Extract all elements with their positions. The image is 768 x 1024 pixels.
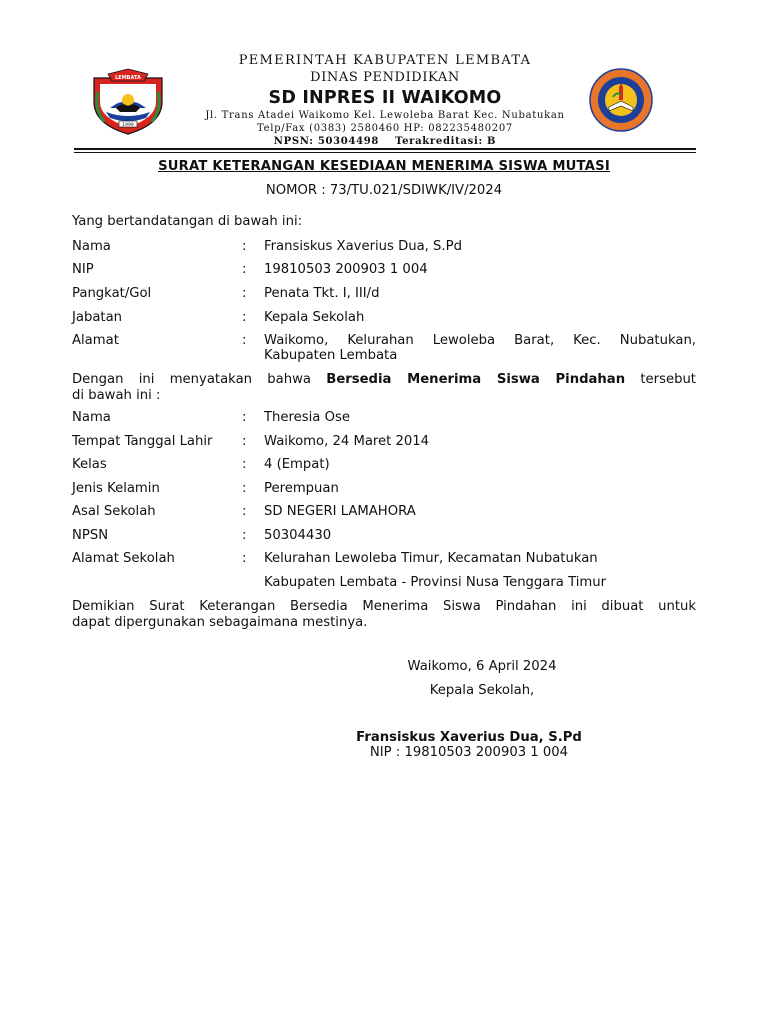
field-label: Jenis Kelamin xyxy=(72,481,160,496)
lembata-regency-emblem-icon xyxy=(88,68,168,136)
field-colon: : xyxy=(242,481,247,496)
field-value-line2: Kabupaten Lembata - Provinsi Nusa Tenggara Timur xyxy=(264,575,607,590)
field-colon: : xyxy=(242,239,247,254)
letter-number: NOMOR : 73/TU.021/SDIWK/IV/2024 xyxy=(265,183,503,198)
field-value-line1: Kelurahan Lewoleba Timur, Kecamatan Nubatukan xyxy=(264,551,598,566)
closing-line1: Demikian Surat Keterangan Bersedia Menerima Siswa Pindahan ini dibuat untuk xyxy=(72,599,696,614)
school-name: SD INPRES II WAIKOMO xyxy=(268,88,502,108)
field-value: Perempuan xyxy=(264,481,339,496)
statement-after: tersebut xyxy=(625,372,696,387)
field-value: SD NEGERI LAMAHORA xyxy=(264,504,416,519)
statement-bold: Bersedia Menerima Siswa Pindahan xyxy=(326,372,626,387)
field-label: Tempat Tanggal Lahir xyxy=(72,434,213,449)
letter-title: SURAT KETERANGAN KESEDIAAN MENERIMA SISWA MUTASI xyxy=(158,159,610,174)
statement-line1 xyxy=(72,372,696,388)
field-value: Penata Tkt. I, III/d xyxy=(264,286,380,301)
left-logo-year: 1999 xyxy=(122,123,134,128)
letterhead-rule-thick xyxy=(74,148,696,150)
field-label: NPSN xyxy=(72,528,109,543)
school-contact: Telp/Fax (0383) 2580460 HP: 082235480207 xyxy=(257,123,513,134)
school-emblem-icon xyxy=(585,67,657,133)
field-label: Nama xyxy=(72,239,111,254)
field-colon: : xyxy=(242,551,247,566)
field-colon: : xyxy=(242,528,247,543)
field-value-line1: Waikomo, Kelurahan Lewoleba Barat, Kec. Nubatukan, xyxy=(264,333,696,348)
statement-line2: di bawah ini : xyxy=(72,388,161,403)
statement-before: Dengan ini menyatakan bahwa xyxy=(72,372,327,387)
school-npsn: NPSN: 50304498 xyxy=(273,136,380,147)
field-label: NIP xyxy=(72,262,94,277)
field-colon: : xyxy=(242,457,247,472)
field-label: Pangkat/Gol xyxy=(72,286,152,301)
field-value: Kepala Sekolah xyxy=(264,310,365,325)
closing-paragraph xyxy=(72,599,696,631)
signature-role: Kepala Sekolah, xyxy=(429,683,535,698)
signature-nip: NIP : 19810503 200903 1 004 xyxy=(369,745,569,760)
field-label: Asal Sekolah xyxy=(72,504,156,519)
field-colon: : xyxy=(242,434,247,449)
field-label: Nama xyxy=(72,410,111,425)
field-value: Fransiskus Xaverius Dua, S.Pd xyxy=(264,239,462,254)
field-colon: : xyxy=(242,410,247,425)
field-label: Kelas xyxy=(72,457,107,472)
signature-name: Fransiskus Xaverius Dua, S.Pd xyxy=(356,730,582,745)
field-value: 4 (Empat) xyxy=(264,457,330,472)
field-colon: : xyxy=(242,504,247,519)
field-label: Alamat xyxy=(72,333,119,348)
government-name: PEMERINTAH KABUPATEN LEMBATA xyxy=(238,53,532,68)
field-colon: : xyxy=(242,333,247,348)
field-colon: : xyxy=(242,310,247,325)
statement-paragraph xyxy=(72,372,696,404)
signature-place-date: Waikomo, 6 April 2024 xyxy=(407,659,557,674)
school-address: Jl. Trans Atadei Waikomo Kel. Lewoleba Barat Kec. Nubatukan xyxy=(205,110,565,121)
field-value: 19810503 200903 1 004 xyxy=(264,262,428,277)
left-logo-label: LEMBATA xyxy=(115,75,141,81)
field-colon: : xyxy=(242,286,247,301)
school-npsn-accreditation xyxy=(175,135,595,148)
field-label: Alamat Sekolah xyxy=(72,551,175,566)
field-value-line2: Kabupaten Lembata xyxy=(264,348,398,363)
department-name: DINAS PENDIDIKAN xyxy=(310,70,460,85)
field-value: Waikomo, 24 Maret 2014 xyxy=(264,434,430,449)
letterhead-rule-thin xyxy=(74,152,696,153)
field-label: Jabatan xyxy=(72,310,123,325)
school-accreditation: Terakreditasi: B xyxy=(395,136,497,147)
closing-line2: dapat dipergunakan sebagaimana mestinya. xyxy=(72,615,368,630)
field-colon: : xyxy=(242,262,247,277)
intro-text: Yang bertandatangan di bawah ini: xyxy=(72,214,303,229)
field-value: Theresia Ose xyxy=(264,410,350,425)
letterhead xyxy=(175,52,595,148)
field-value: 50304430 xyxy=(264,528,332,543)
